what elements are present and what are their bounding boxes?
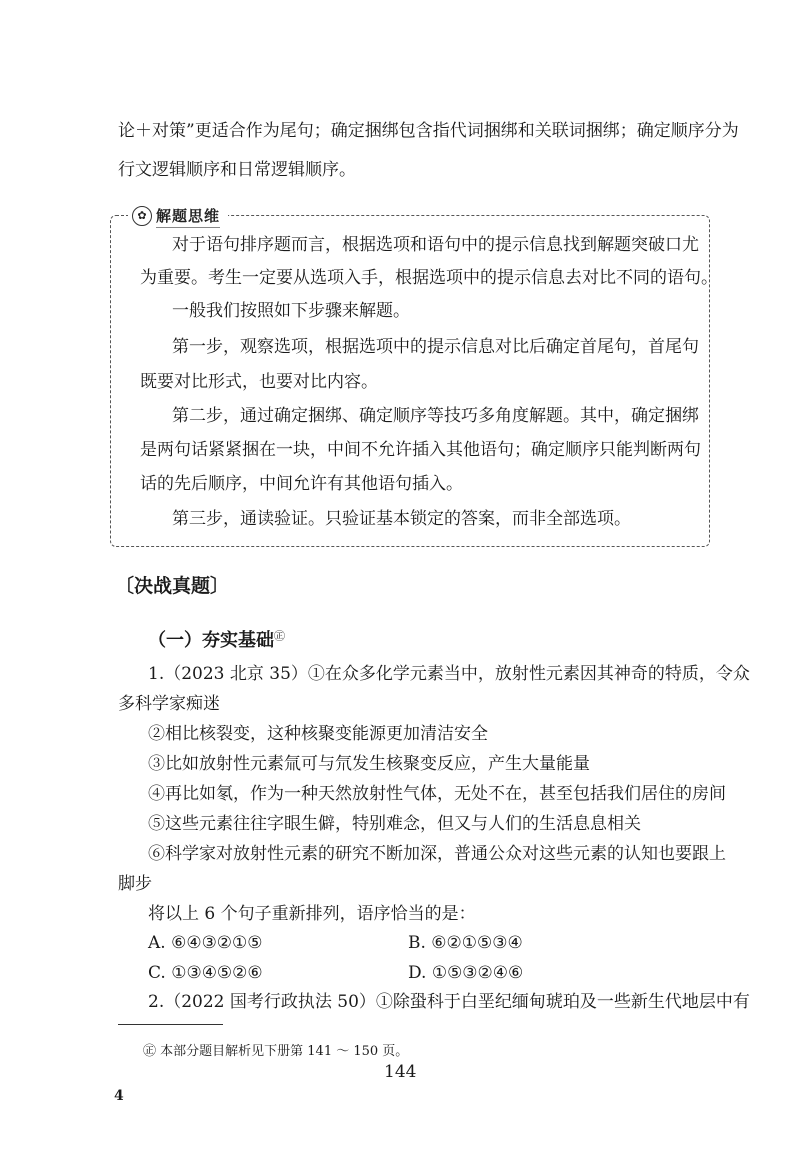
think-line-8: 话的先后顺序，中间允许有其他语句插入。 — [140, 474, 463, 494]
page-number: 144 — [384, 1062, 417, 1082]
q1-prompt: 将以上 6 个句子重新排列，语序恰当的是： — [148, 904, 476, 924]
q1-sentence-4: ④再比如氡，作为一种天然放射性气体，无处不在，甚至包括我们居住的房间 — [148, 784, 726, 804]
think-line-9: 第三步，通读验证。只验证基本锁定的答案，而非全部选项。 — [172, 509, 631, 529]
sub-heading-note-mark: ㊣ — [274, 629, 285, 643]
footnote — [143, 1040, 408, 1059]
think-line-6: 第二步，通过确定捆绑、确定顺序等技巧多角度解题。其中，确定捆绑 — [172, 406, 699, 426]
footnote-mark: ㊣ — [143, 1044, 157, 1059]
solution-thinking-badge — [128, 205, 228, 227]
q1-sentence-3: ③比如放射性元素氚可与氘发生核聚变反应，产生大量能量 — [148, 754, 590, 774]
q1-line-2: 多科学家痴迷 — [118, 694, 220, 714]
sub-heading: （一）夯实基础 — [148, 630, 274, 651]
q1-sentence-6a: ⑥科学家对放射性元素的研究不断加深，普通公众对这些元素的认知也要跟上 — [148, 844, 726, 864]
think-line-7: 是两句话紧紧捆在一块，中间不允许插入其他语句；确定顺序只能判断两句 — [140, 440, 701, 460]
intro-line-2: 行文逻辑顺序和日常逻辑顺序。 — [118, 160, 356, 180]
sub-heading-row — [148, 626, 285, 652]
q1-line-1: 1.（2023 北京 35）①在众多化学元素当中，放射性元素因其神奇的特质，令众 — [148, 664, 750, 684]
section-heading: 〔决战真题〕 — [115, 575, 230, 597]
think-line-3: 一般我们按照如下步骤来解题。 — [172, 301, 410, 321]
q1-sentence-5: ⑤这些元素往往字眼生僻，特别难念，但又与人们的生活息息相关 — [148, 814, 641, 834]
q1-option-b: B. ⑥②①⑤③④ — [408, 933, 523, 953]
q1-option-c: C. ①③④⑤②⑥ — [148, 963, 263, 983]
footnote-text: 本部分题目解析见下册第 141 ～ 150 页。 — [160, 1044, 409, 1059]
footnote-divider — [118, 1024, 223, 1025]
q1-option-d: D. ①⑤③②④⑥ — [408, 963, 524, 983]
intro-line-1: 论＋对策”更适合作为尾句；确定捆绑包含指代词捆绑和关联词捆绑；确定顺序分为 — [118, 121, 739, 141]
q2-line-1: 2.（2022 国考行政执法 50）①除蛩科于白垩纪缅甸琥珀及一些新生代地层中有 — [148, 992, 750, 1012]
think-line-5: 既要对比形式，也要对比内容。 — [140, 372, 378, 392]
think-line-4: 第一步，观察选项，根据选项中的提示信息对比后确定首尾句，首尾句 — [172, 337, 699, 357]
q1-sentence-2: ②相比核裂变，这种核聚变能源更加清洁安全 — [148, 724, 488, 744]
flower-badge-icon: ✿ — [132, 206, 152, 226]
badge-label: 解题思维 — [156, 205, 220, 228]
q1-option-a: A. ⑥④③②①⑤ — [148, 933, 263, 953]
think-line-2: 为重要。考生一定要从选项入手，根据选项中的提示信息去对比不同的语句。 — [140, 268, 718, 288]
think-line-1: 对于语句排序题而言，根据选项和语句中的提示信息找到解题突破口尤 — [172, 235, 699, 255]
q1-sentence-6b: 脚步 — [118, 874, 152, 894]
corner-number: 4 — [114, 1088, 124, 1104]
